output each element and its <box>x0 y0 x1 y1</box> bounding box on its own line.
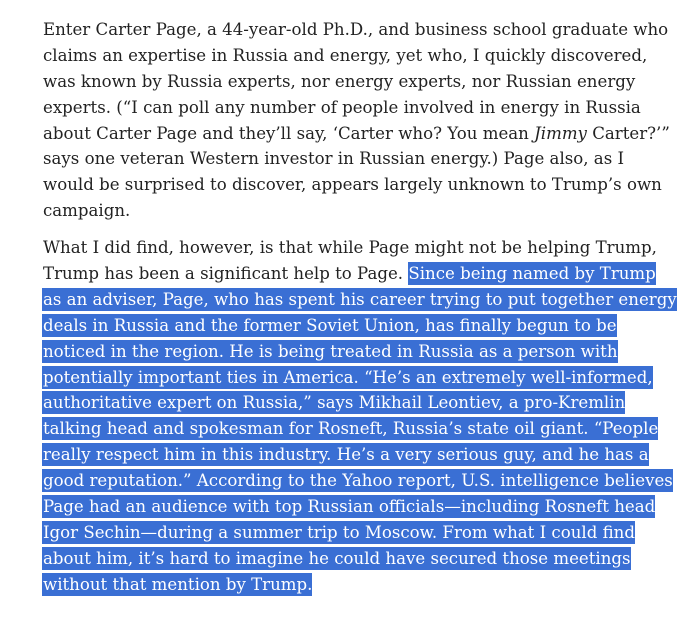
selected-line[interactable] <box>43 390 643 416</box>
paragraph-spacer <box>43 224 643 235</box>
selected-text[interactable]: Since being named by Trump <box>408 264 656 284</box>
selected-line[interactable] <box>43 287 677 313</box>
selected-text[interactable]: as an adviser, Page, who has spent his career trying to put together energy <box>43 289 677 309</box>
paragraph-line <box>43 121 670 147</box>
selected-text[interactable]: Igor Sechin—during a summer trip to Moscow. From what I could find <box>43 522 635 542</box>
paragraph-line: Enter Carter Page, a 44-year-old Ph.D., and business school graduate who <box>43 20 669 39</box>
selected-text[interactable]: talking head and spokesman for Rosneft, Russia’s state oil giant. “People <box>43 419 659 439</box>
selected-text[interactable]: deals in Russia and the former Soviet Union, has finally begun to be <box>43 315 617 335</box>
selected-line[interactable] <box>43 442 649 468</box>
selected-text[interactable]: potentially important ties in America. “He’s an extremely well-informed, <box>43 367 653 387</box>
italic-text: Jimmy <box>534 123 587 143</box>
selected-line[interactable] <box>43 416 659 442</box>
selected-line[interactable] <box>43 494 656 520</box>
paragraph-line: was known by Russia experts, nor energy experts, nor Russian energy <box>43 71 636 91</box>
text-run: Carter?’” <box>586 123 670 143</box>
paragraph-1[interactable] <box>43 17 670 224</box>
selected-text[interactable]: authoritative expert on Russia,” says Mikhail Leontiev, a pro-Kremlin <box>43 393 626 413</box>
text-run: about Carter Page and they’ll say, ‘Carter who? You mean <box>43 123 535 143</box>
paragraph-line: What I did find, however, is that while Page might not be helping Trump, <box>43 238 657 258</box>
selected-line[interactable] <box>43 313 643 339</box>
article-body <box>43 17 677 598</box>
selected-line[interactable] <box>43 365 653 391</box>
selected-text[interactable]: good reputation.” According to the Yahoo report, U.S. intelligence believes <box>43 471 673 491</box>
paragraph-line: would be surprised to discover, appears largely unknown to Trump’s own <box>43 175 662 195</box>
selected-text[interactable]: about him, it’s hard to imagine he could have secured those meetings <box>43 548 631 568</box>
text-run: Trump has been a significant help to Page. <box>43 264 409 284</box>
selected-text[interactable]: really respect him in this industry. He’s a very serious guy, and he has a <box>43 445 649 465</box>
paragraph-line: claims an expertise in Russia and energy, yet who, I quickly discovered, <box>43 45 648 65</box>
paragraph-line <box>43 261 656 287</box>
selected-line[interactable] <box>43 546 643 572</box>
selected-text[interactable]: Page had an audience with top Russian officials—including Rosneft head <box>43 497 656 517</box>
selected-text[interactable]: noticed in the region. He is being treated in Russia as a person with <box>43 341 618 361</box>
paragraph-line: says one veteran Western investor in Russian energy.) Page also, as I <box>43 149 625 169</box>
paragraph-2[interactable] <box>43 235 677 597</box>
selected-line[interactable] <box>43 339 643 365</box>
selected-line[interactable] <box>43 468 673 494</box>
selected-text[interactable]: without that mention by Trump. <box>43 574 313 594</box>
paragraph-line: campaign. <box>43 201 131 221</box>
selected-line[interactable] <box>43 572 643 598</box>
selected-line[interactable] <box>43 520 643 546</box>
paragraph-line: experts. (“I can poll any number of people involved in energy in Russia <box>43 97 641 117</box>
